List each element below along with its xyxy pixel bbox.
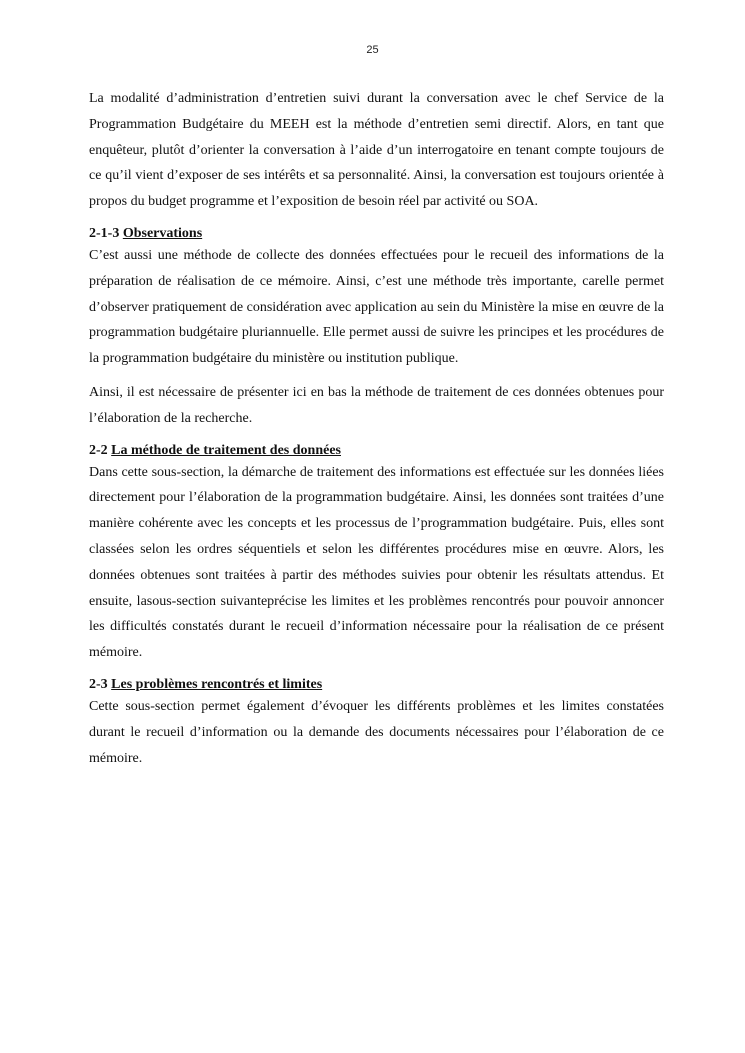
document-body <box>89 86 664 771</box>
section-number: 2-2 <box>89 442 108 458</box>
section-heading-observations <box>89 225 664 243</box>
observations-paragraph-1: C’est aussi une méthode de collecte des données effectuées pour le recueil des informations de la préparation de réalisation de ce mémoire. Ainsi, c’est une méthode très importante, carelle permet d’observer pratiquement de considération avec application au sein du Ministère la mise en œuvre de la programmation budgétaire pluriannuelle. Elle permet aussi de suivre les principes et les procédures de la programmation budgétaire du ministère ou institution publique. <box>89 247 664 367</box>
observations-paragraph-2: Ainsi, il est nécessaire de présenter ici en bas la méthode de traitement de ces données obtenues pour l’élaboration de la recherche. <box>89 384 664 426</box>
section-heading-traitement <box>89 442 664 460</box>
section-number: 2-1-3 <box>89 225 120 241</box>
section-heading-problemes <box>89 676 664 694</box>
problemes-paragraph-1: Cette sous-section permet également d’évoquer les différents problèmes et les limites constatées durant le recueil d’information ou la demande des documents nécessaires pour l’élaboration de ce mémoire. <box>89 698 664 766</box>
page-number: 25 <box>366 44 379 56</box>
section-title: La méthode de traitement des données <box>111 442 341 458</box>
section-number: 2-3 <box>89 676 108 692</box>
section-title: Observations <box>122 225 203 241</box>
section-title: Les problèmes rencontrés et limites <box>111 676 323 692</box>
traitement-paragraph-1: Dans cette sous-section, la démarche de traitement des informations est effectuée sur les données liées directement pour l’élaboration de la programmation budgétaire. Ainsi, les données sont traitées d’une manière cohérente avec les concepts et les processus de l’programmation budgétaire. Puis, elles sont classées selon les ordres séquentiels et selon les différentes procédures mise en œuvre. Alors, les données obtenues sont traitées à partir des méthodes suivies pour obtenir les résultats attendus. Et ensuite, lasous-section suivanteprécise les limites et les problèmes rencontrés pour pouvoir annoncer les difficultés constatés durant le recueil d’information nécessaire pour la réalisation de ce présent mémoire. <box>89 464 664 661</box>
intro-paragraph: La modalité d’administration d’entretien suivi durant la conversation avec le chef Service de la Programmation Budgétaire du MEEH est la méthode d’entretien semi directif. Alors, en tant que enquêteur, plutôt d’orienter la conversation à l’aide d’un interrogatoire en tenant compte toujours de ce qu’il vient d’exposer de ses intérêts et sa personnalité. Ainsi, la conversation est toujours orientée à propos du budget programme et l’exposition de besoin réel par activité ou SOA. <box>89 91 664 210</box>
